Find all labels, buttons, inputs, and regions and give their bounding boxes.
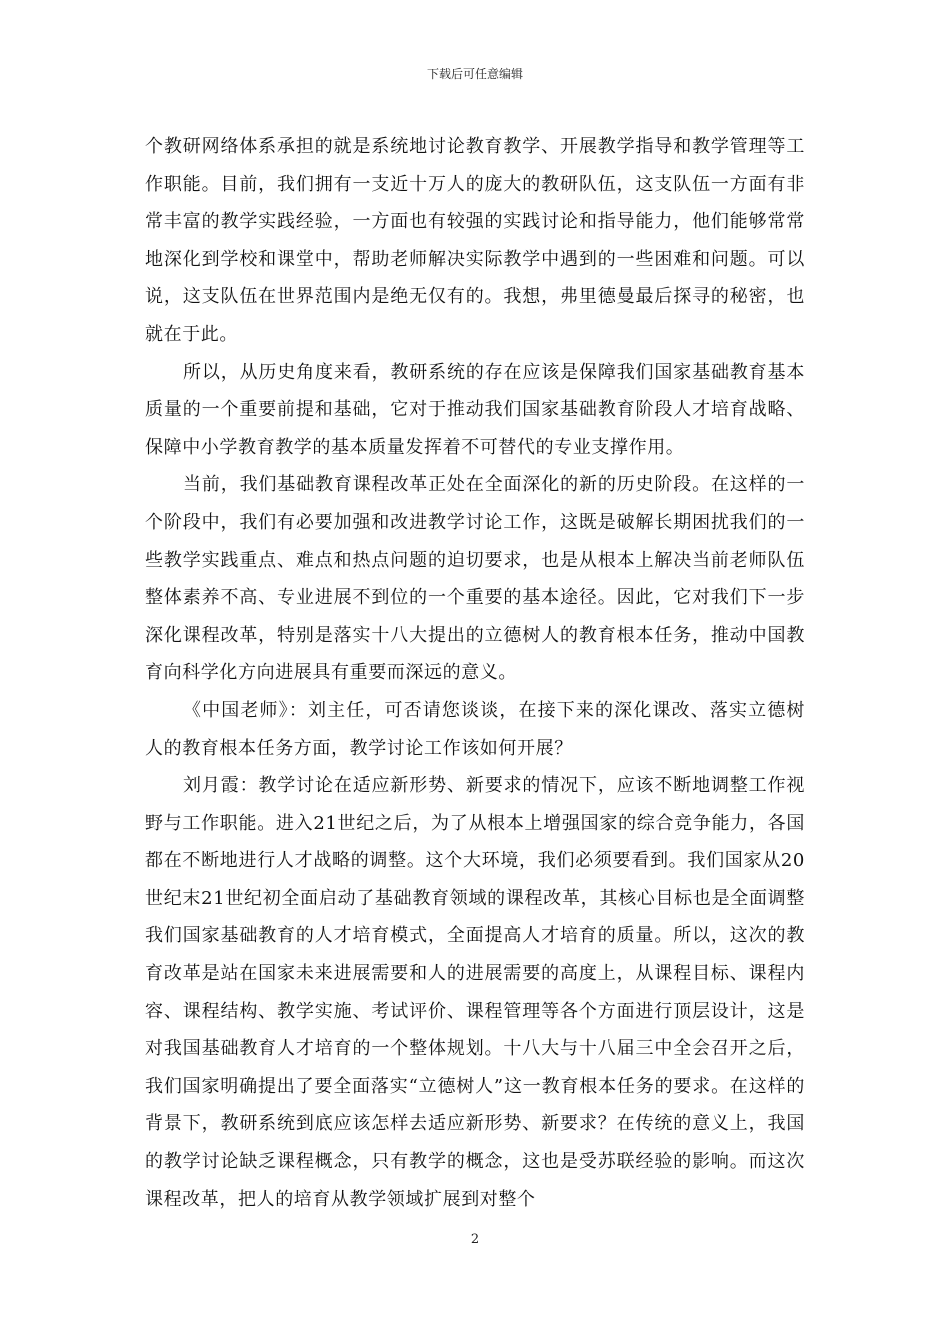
paragraph-continued: 个教研网络体系承担的就是系统地讨论教育教学、开展教学指导和教学管理等工作职能。目前，我们拥有一支近十万人的庞大的教研队伍，这支队伍一方面有非常丰富的教学实践经验，一方面也有较强的实践讨论和指导能力，他们能够常常地深化到学校和课堂中，帮助老师解决实际教学中遇到的一些困难和问题。可以说，这支队伍在世界范围内是绝无仅有的。我想，弗里德曼最后探寻的秘密，也就在于此。 [145,136,805,345]
page-header: 下载后可任意编辑 [426,67,523,81]
paragraph-interview-answer: 刘月霞：教学讨论在适应新形势、新要求的情况下，应该不断地调整工作视野与工作职能。进入21世纪之后，为了从根本上增强国家的综合竞争能力，各国都在不断地进行人才战略的调整。这个大环境，我们必须要看到。我们国家从20世纪末21世纪初全面启动了基础教育领域的课程改革，其核心目标也是全面调整我们国家基础教育的人才培育模式，全面提高人才培育的质量。所以，这次的教育改革是站在国家未来进展需要和人的进展需要的高度上，从课程目标、课程内容、课程结构、教学实施、考试评价、课程管理等各个方面进行顶层设计，这是对我国基础教育人才培育的一个整体规划。十八大与十八届三中全会召开之后，我们国家明确提出了要全面落实“立德树人”这一教育根本任务的要求。在这样的背景下，教研系统到底应该怎样去适应新形势、新要求？在传统的意义上，我国的教学讨论缺乏课程概念，只有教学的概念，这也是受苏联经验的影响。而这次课程改革，把人的培育从教学领域扩展到对整个 [145,775,805,1210]
paragraph: 所以，从历史角度来看，教研系统的存在应该是保障我们国家基础教育基本质量的一个重要前提和基础，它对于推动我们国家基础教育阶段人才培育战略、保障中小学教育教学的基本质量发挥着不可替代的专业支撑作用。 [145,361,805,458]
body-text [145,128,805,1218]
paragraph-interview-question: 《中国老师》：刘主任，可否请您谈谈，在接下来的深化课改、落实立德树人的教育根本任务方面，教学讨论工作该如何开展？ [145,699,805,759]
paragraph: 当前，我们基础教育课程改革正处在全面深化的新的历史阶段。在这样的一个阶段中，我们有必要加强和改进教学讨论工作，这既是破解长期困扰我们的一些教学实践重点、难点和热点问题的迫切要求，也是从根本上解决当前老师队伍整体素养不高、专业进展不到位的一个重要的基本途径。因此，它对我们下一步深化课程改革，特别是落实十八大提出的立德树人的教育根本任务，推动中国教育向科学化方向进展具有重要而深远的意义。 [145,474,805,684]
page-number: 2 [470,1232,480,1247]
